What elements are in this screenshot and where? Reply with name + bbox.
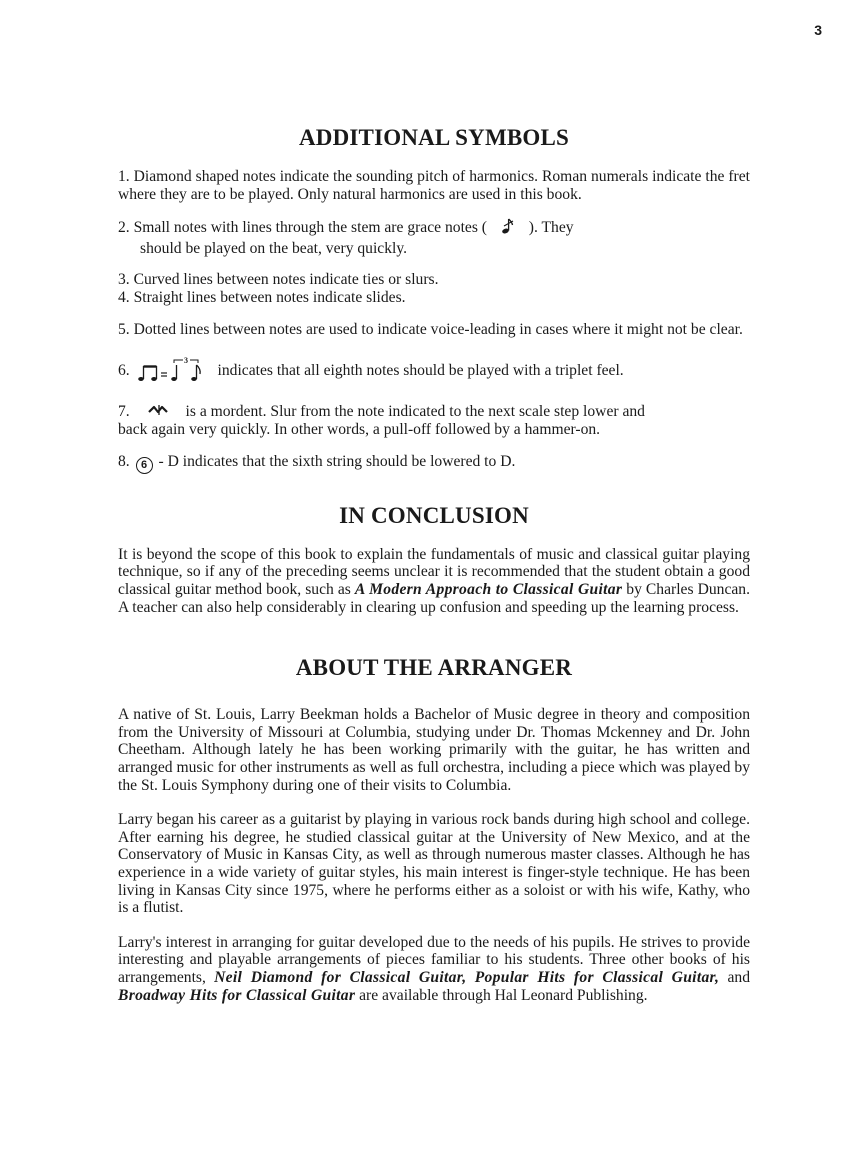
page-content — [118, 124, 750, 1004]
conclusion-heading: IN CONCLUSION — [339, 502, 529, 528]
item-number: 3. — [118, 271, 130, 289]
triplet-swing-icon — [136, 354, 210, 389]
book-title: A Modern Approach to Classical Guitar — [354, 581, 623, 599]
circled-string-number: 6 — [136, 457, 153, 474]
paragraph-text-end: are available through Hal Leonard Publishing. — [359, 986, 648, 1004]
book-title-1: Neil Diamond for Classical Guitar, — [214, 968, 467, 986]
page-number: 3 — [814, 22, 822, 38]
arranger-heading: ABOUT THE ARRANGER — [295, 655, 573, 681]
item-number: 7. — [118, 402, 130, 420]
item-number: 5. — [118, 320, 130, 338]
arranger-paragraph-2: Larry began his career as a guitarist by playing in various rock bands during high school and college. After earning his degree, he studied classical guitar at the University of New Mexico, and at the Conservatory of Music in Kansas City, as well as through numerous master classes. Although he has experience in a wide variety of guitar styles, his main interest is finger-style technique. He has been living in Kansas City since 1975, where he performs either as a soloist or with his wife, Kathy, who is a flutist. — [118, 811, 750, 917]
symbol-item-7 — [118, 403, 750, 439]
symbol-item-5 — [118, 321, 750, 339]
mordent-icon — [148, 403, 172, 421]
conclusion-text: It is beyond the scope of this book to explain the fundamentals of music and classical guitar playing technique, so if any of the preceding seems unclear it is recommended that the student obtain a good classical guitar method book, such as — [118, 545, 750, 599]
item-text-line2: should be played on the beat, very quickly. — [140, 239, 408, 257]
symbol-item-6 — [118, 354, 750, 389]
item-number: 1. — [118, 168, 130, 185]
conclusion-paragraph — [118, 546, 750, 616]
item-text-line2: back again very quickly. In other words, a pull-off followed by a hammer-on. — [118, 420, 601, 438]
triplet-number: 3 — [183, 356, 188, 366]
symbol-item-3 — [118, 271, 750, 289]
arranger-paragraph-1: A native of St. Louis, Larry Beekman holds a Bachelor of Music degree in theory and composition from the University of Missouri at Columbia, studying under Dr. Thomas Mckenney and Dr. John Cheetham. Although lately he has been working primarily with the guitar, he has written and arranged music for other instruments as well as full orchestra, including a piece which was played by the St. Louis Symphony during one of their visits to Columbia. — [118, 706, 750, 794]
symbol-item-4 — [118, 289, 750, 307]
symbol-item-8 — [118, 453, 750, 474]
item-text: is a mordent. Slur from the note indicated to the next scale step lower and — [185, 402, 645, 420]
book-title-3: Broadway Hits for Classical Guitar — [118, 986, 356, 1004]
and-text: and — [727, 968, 751, 986]
symbol-item-2 — [118, 217, 750, 257]
item-text: - D indicates that the sixth string should be lowered to D. — [158, 452, 516, 470]
item-text: Dotted lines between notes are used to indicate voice-leading in cases where it might not be clear. — [133, 320, 743, 338]
item-number: 8. — [118, 452, 130, 470]
item-text: Diamond shaped notes indicate the sounding pitch of harmonics. Roman numerals indicate the fret where they are to be played. Only natural harmonics are used in this book. — [118, 168, 751, 203]
item-text: indicates that all eighth notes should be played with a triplet feel. — [217, 362, 624, 380]
additional-symbols-heading: ADDITIONAL SYMBOLS — [298, 125, 570, 150]
conclusion-text-end: by Charles Duncan. A teacher can also help considerably in clearing up confusion and speeding up the learning process. — [118, 581, 750, 616]
arranger-paragraph-3 — [118, 934, 750, 1004]
paragraph-text: Larry's interest in arranging for guitar developed due to the needs of his pupils. He strives to provide interesting and playable arrangements of pieces familiar to his students. Three other books of his arrangements, — [118, 933, 750, 986]
item-text-cont: ). They — [528, 219, 574, 237]
item-text: Straight lines between notes indicate slides. — [133, 288, 406, 306]
item-number: 4. — [118, 288, 130, 306]
grace-note-icon — [501, 217, 515, 240]
item-number: 6. — [118, 362, 130, 380]
book-title-2: Popular Hits for Classical Guitar, — [474, 968, 720, 986]
item-text: Curved lines between notes indicate ties or slurs. — [133, 271, 439, 289]
item-number: 2. — [118, 219, 130, 237]
item-text: Small notes with lines through the stem are grace notes ( — [133, 219, 487, 237]
symbol-item-1 — [118, 168, 750, 203]
